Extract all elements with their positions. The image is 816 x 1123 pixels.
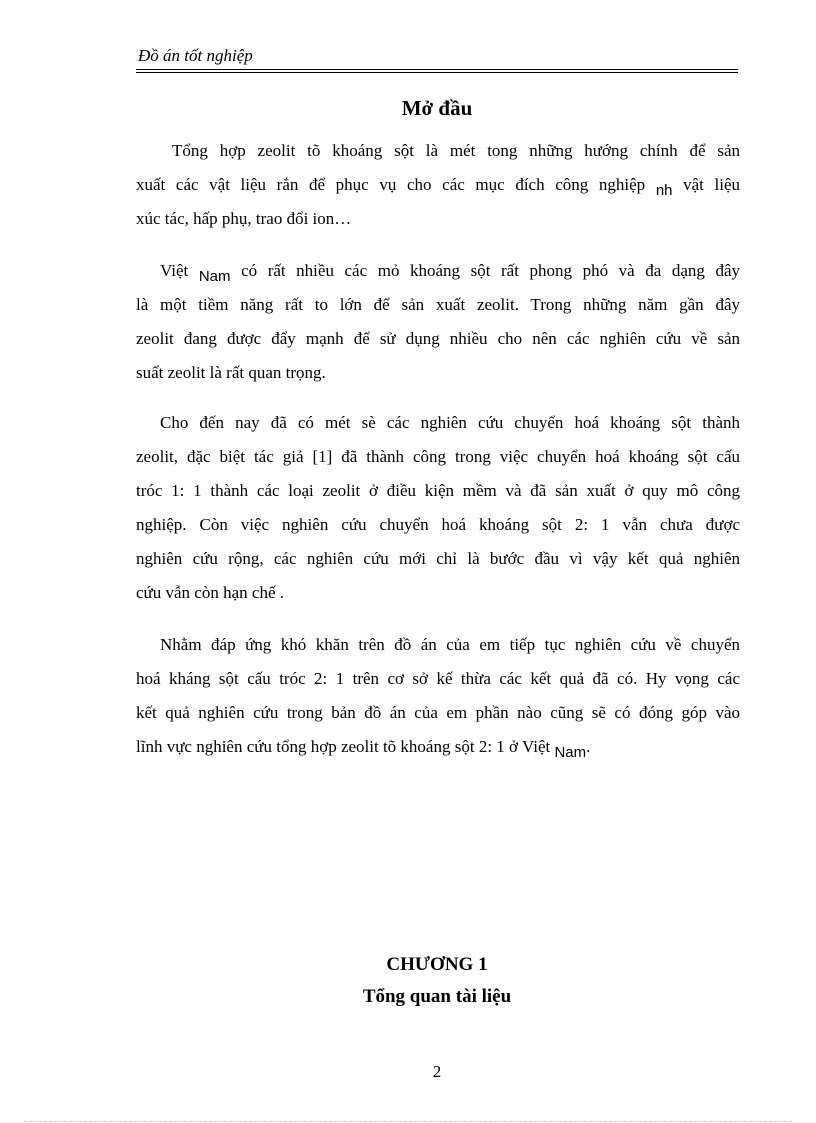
- header-rule-bottom: [136, 72, 738, 73]
- paragraph-3: [136, 406, 740, 610]
- paragraph-line: cứu vẫn còn hạn chế .: [136, 583, 284, 602]
- paragraph-line: tróc 1: 1 thành các loại zeolit ở điều kiện mềm và đã sản xuất ở quy mô công: [136, 481, 740, 500]
- paragraph-line: zeolit đang được đẩy mạnh để sử dụng nhiều cho nên các nghiên cứu về sản: [136, 329, 740, 348]
- paragraph-line: Tổng hợp zeolit tõ khoáng sột là mét tong những hướng chính để sản: [172, 141, 740, 160]
- page-number: 2: [432, 1062, 442, 1081]
- paragraph-line: Cho đến nay đã có mét sè các nghiên cứu chuyển hoá khoáng sột thành: [160, 413, 740, 432]
- paragraph-line: kết quả nghiên cứu trong bản đồ án của em phần nào cũng sẽ có đóng góp vào: [136, 703, 740, 722]
- paragraph-2: [136, 254, 740, 390]
- page-header: Đồ án tốt nghiệp: [138, 46, 253, 65]
- header-rule-top: [136, 69, 738, 70]
- paragraph-4: [136, 628, 740, 764]
- paragraph-line: là một tiềm năng rất to lớn để sản xuất zeolit. Trong những năm gần đây: [136, 295, 740, 314]
- chapter-label: CHƯƠNG 1: [386, 954, 488, 975]
- subscript-text: Nam: [198, 268, 231, 285]
- paragraph-line: zeolit, đặc biệt tác giả [1] đã thành công trong việc chuyển hoá khoáng sột cấu: [136, 447, 740, 466]
- section-title: Mở đầu: [401, 96, 473, 120]
- subscript-text: nh: [655, 182, 673, 199]
- paragraph-line: nghiệp. Còn việc nghiên cứu chuyển hoá khoáng sột 2: 1 vẫn chưa được: [136, 515, 740, 534]
- paragraph-line: suất zeolit là rất quan trọng.: [136, 363, 326, 382]
- subscript-text: Nam: [554, 744, 587, 761]
- page-edge-divider: [24, 1121, 792, 1122]
- paragraph-line: Việt Nam có rất nhiều các mỏ khoáng sột rất phong phó và đa dạng đây: [160, 261, 741, 285]
- paragraph-line: Nhằm đáp ứng khó khăn trên đồ án của em tiếp tục nghiên cứu về chuyển: [160, 635, 740, 654]
- chapter-title: Tổng quan tài liệu: [362, 986, 512, 1007]
- paragraph-line: lĩnh vực nghiên cứu tổng hợp zeolit tõ khoáng sột 2: 1 ở Việt Nam.: [136, 737, 591, 761]
- paragraph-line: xuất các vật liệu rắn để phục vụ cho các mục đích công nghiệp nh vật liệu: [136, 175, 741, 199]
- paragraph-line: nghiên cứu rộng, các nghiên cứu mới chỉ là bước đầu vì vậy kết quả nghiên: [136, 549, 740, 568]
- paragraph-line: xúc tác, hấp phụ, trao đổi ion…: [136, 209, 352, 228]
- paragraph-1: [136, 134, 740, 236]
- paragraph-line: hoá kháng sột cấu tróc 2: 1 trên cơ sở kế thừa các kết quả đã có. Hy vọng các: [136, 669, 740, 688]
